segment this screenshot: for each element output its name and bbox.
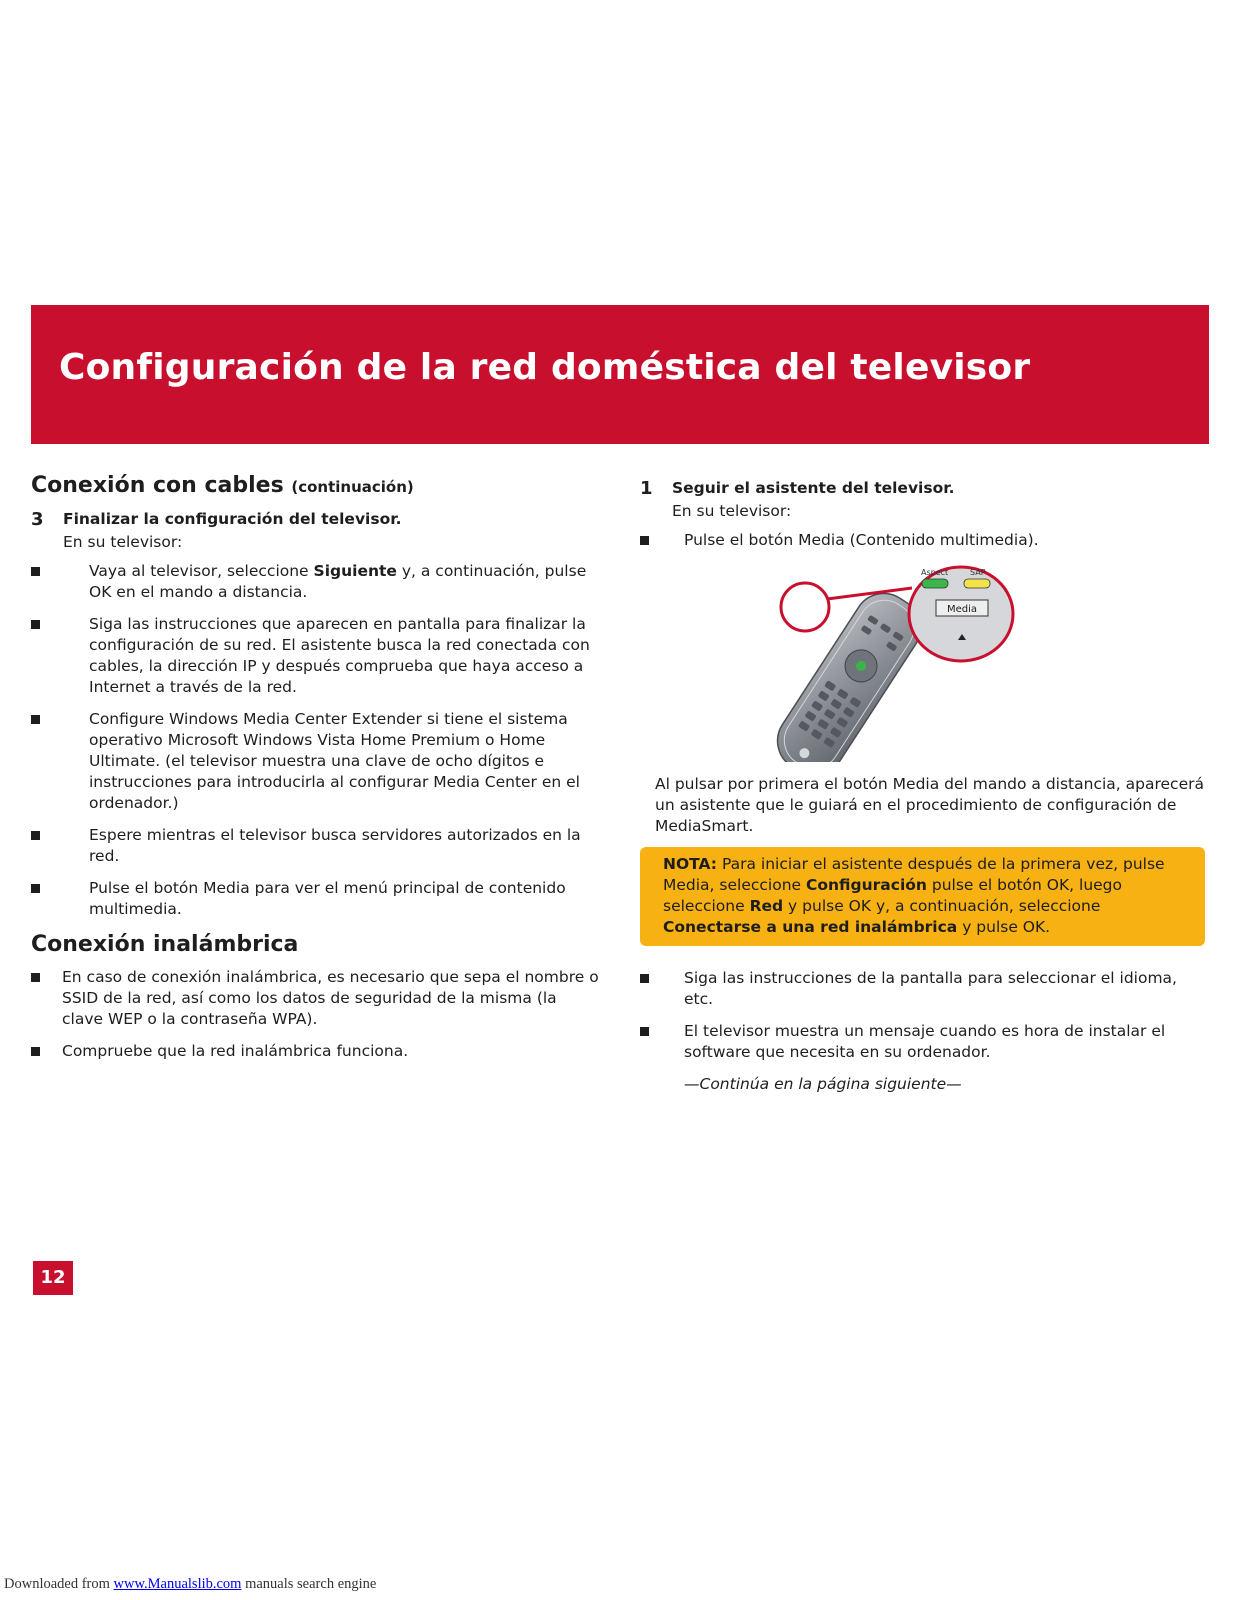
list-item: Compruebe que la red inalámbrica funciona. xyxy=(31,1041,601,1062)
highlight-circle xyxy=(781,583,829,631)
wizard-bullet-list xyxy=(640,968,1205,1063)
siguiente-term: Siguiente xyxy=(313,562,397,580)
list-item: Espere mientras el televisor busca servidores autorizados en la red. xyxy=(31,825,601,867)
remote-control-image xyxy=(640,562,1205,762)
wired-heading-suffix: (continuación) xyxy=(291,478,414,496)
wired-heading-text: Conexión con cables xyxy=(31,473,284,498)
bullet-square-icon xyxy=(640,1027,649,1036)
list-item: Configure Windows Media Center Extender si tiene el sistema operativo Microsoft Windows Vista Home Premium o Home Ultimate. (el televisor muestra una clave de ocho dígitos e instrucciones para introducirla al configurar Media Center en el ordenador.) xyxy=(31,709,601,814)
bullet-square-icon xyxy=(640,536,649,545)
continued-note: —Continúa en la página siguiente— xyxy=(684,1075,962,1093)
list-item: Siga las instrucciones que aparecen en pantalla para finalizar la configuración de su red. El asistente busca la red conectada con cables, la dirección IP y después comprueba que haya acceso a Internet a través de la red. xyxy=(31,614,601,698)
list-item: Pulse el botón Media para ver el menú principal de contenido multimedia. xyxy=(31,878,601,920)
bullet-square-icon xyxy=(31,620,40,629)
page-number: 12 xyxy=(33,1261,73,1295)
bullet-square-icon xyxy=(640,974,649,983)
list-item: Siga las instrucciones de la pantalla para seleccionar el idioma, etc. xyxy=(640,968,1205,1010)
sap-label: SAP xyxy=(970,568,986,577)
bullet-square-icon xyxy=(31,715,40,724)
list-item: En caso de conexión inalámbrica, es necesario que sepa el nombre o SSID de la red, así como los datos de seguridad de la misma (la clave WEP o la contraseña WPA). xyxy=(31,967,601,1030)
bullet-square-icon xyxy=(31,1047,40,1056)
bullet-square-icon xyxy=(31,567,40,576)
step-3-intro: En su televisor: xyxy=(63,533,183,551)
note-label: NOTA: xyxy=(663,855,718,873)
remote-illustration xyxy=(640,562,1205,762)
step-3-title: Finalizar la configuración del televisor. xyxy=(63,510,402,528)
list-item: Pulse el botón Media (Contenido multimedia). xyxy=(640,530,1205,551)
step-3 xyxy=(31,509,601,530)
step-3-number: 3 xyxy=(31,509,44,530)
note-box: NOTA: Para iniciar el asistente después de la primera vez, pulse Media, seleccione Configuración pulse el botón OK, luego seleccione Red y pulse OK y, a continuación, seleccione Conectarse a una red inalámbrica y pulse OK. xyxy=(640,847,1205,946)
media-button-label: Media xyxy=(946,604,978,615)
wired-heading xyxy=(31,472,601,501)
remote-body xyxy=(766,582,932,762)
footer: Downloaded from www.Manualslib.com manuals search engine xyxy=(4,1576,377,1592)
page-title: Configuración de la red doméstica del televisor xyxy=(59,347,1031,388)
list-item: El televisor muestra un mensaje cuando es hora de instalar el software que necesita en su ordenador. xyxy=(640,1021,1205,1063)
wireless-bullet-list xyxy=(31,967,601,1062)
list-item: Vaya al televisor, seleccione Siguiente y, a continuación, pulse OK en el mando a distancia. xyxy=(31,561,601,603)
step-1-intro: En su televisor: xyxy=(672,502,792,520)
title-banner xyxy=(31,305,1209,444)
step-1-number: 1 xyxy=(640,478,653,499)
bullet-square-icon xyxy=(31,973,40,982)
intro-paragraph: Al pulsar por primera el botón Media del mando a distancia, aparecerá un asistente que le guiará en el procedimiento de configuración de MediaSmart. xyxy=(655,775,1204,835)
zoom-callout xyxy=(909,567,1013,661)
bullet-square-icon xyxy=(31,831,40,840)
bullet-square-icon xyxy=(31,884,40,893)
wireless-heading: Conexión inalámbrica xyxy=(31,932,299,957)
step-1 xyxy=(640,478,1205,499)
wired-bullet-list xyxy=(31,561,601,920)
aspect-label: Aspect xyxy=(921,568,949,577)
right-column xyxy=(640,478,1205,1111)
left-column xyxy=(31,472,601,1073)
media-bullet-list xyxy=(640,530,1205,551)
step-1-title: Seguir el asistente del televisor. xyxy=(672,479,955,497)
manualslib-link[interactable]: www.Manualslib.com xyxy=(113,1576,242,1592)
